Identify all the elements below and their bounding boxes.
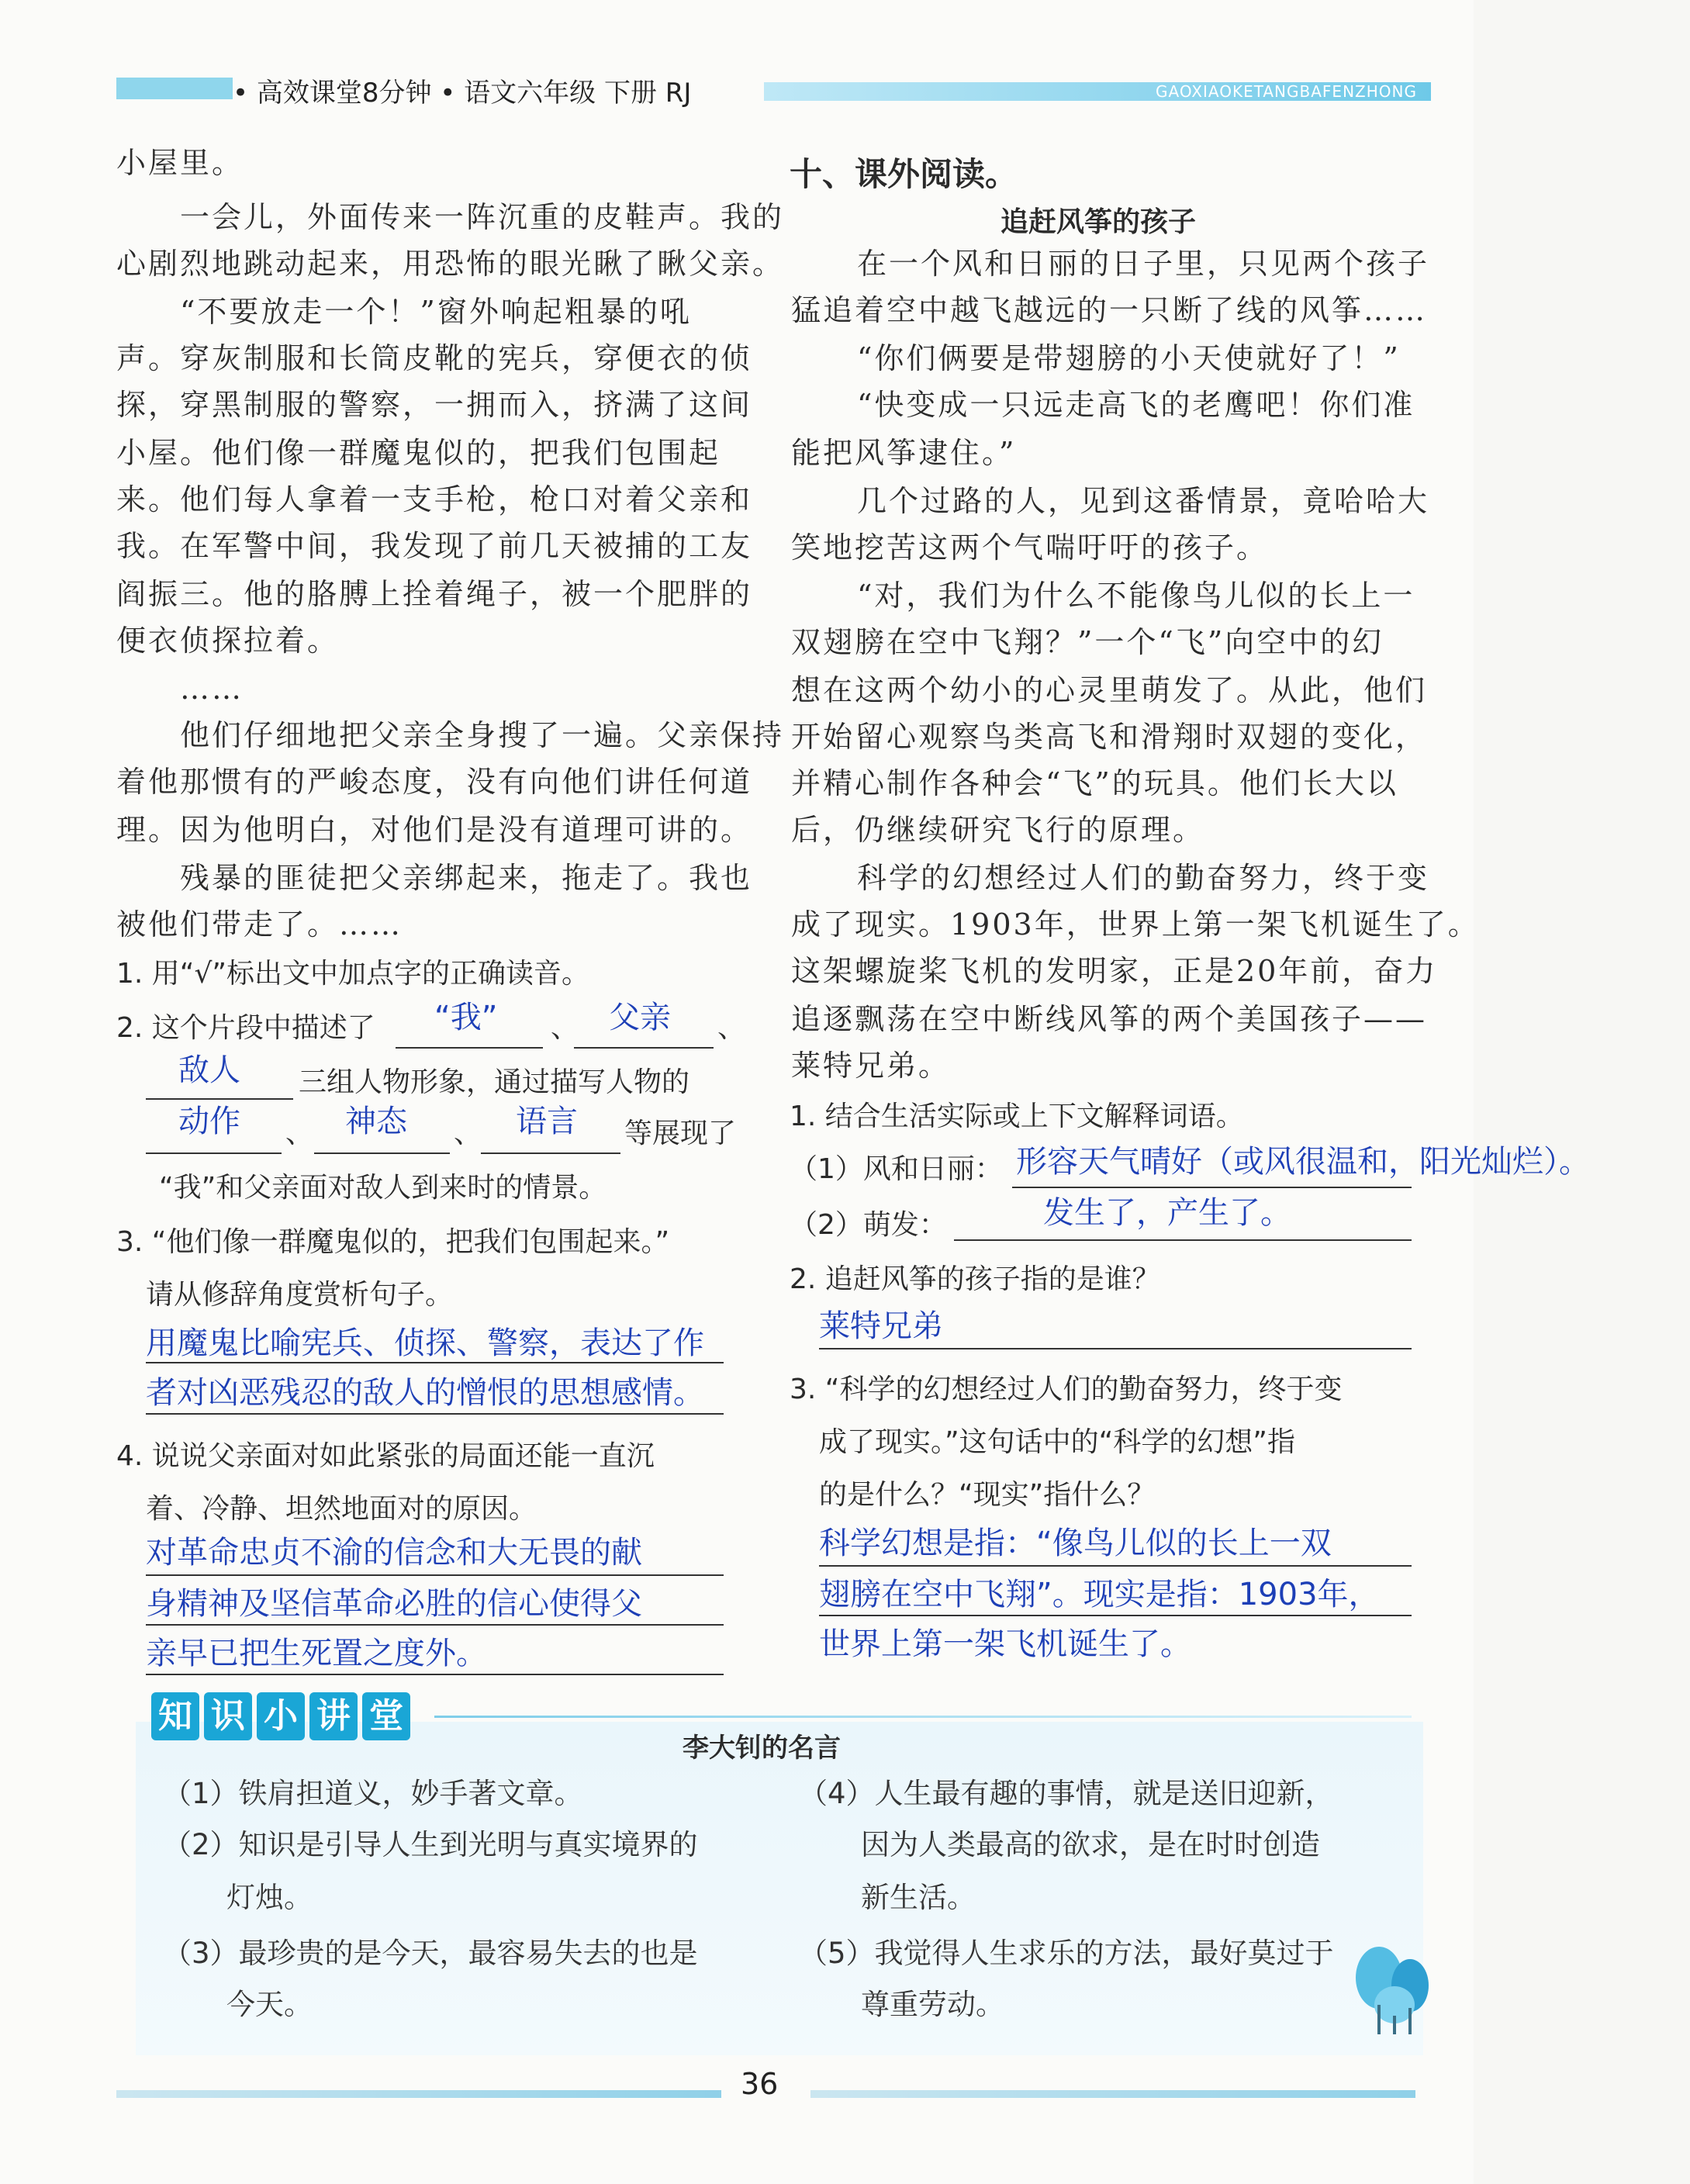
answer-line[interactable] xyxy=(146,1624,724,1626)
answer-blank[interactable] xyxy=(481,1152,620,1154)
answer-text: “我” xyxy=(434,1000,498,1035)
right-line: 双翅膀在空中飞翔？”一个“飞”向空中的幻 xyxy=(791,625,1384,659)
answer-line[interactable] xyxy=(819,1348,1412,1349)
quote-item: 今天。 xyxy=(226,1988,313,2021)
right-line: 并精心制作各种会“飞”的玩具。他们长大以 xyxy=(791,766,1398,800)
answer-blank[interactable] xyxy=(396,1047,543,1049)
left-line: 便衣侦探拉着。 xyxy=(116,624,340,658)
right-line: 莱特兄弟。 xyxy=(791,1049,951,1083)
right-line: 想在这两个幼小的心灵里萌发了。从此，他们 xyxy=(791,673,1428,707)
quote-item: 灯烛。 xyxy=(226,1881,313,1914)
answer-text: 者对凶恶残忍的敌人的憎恨的思想感情。 xyxy=(146,1375,704,1411)
question-1: 1. 结合生活实际或上下文解释词语。 xyxy=(790,1101,1244,1132)
question-1-2: （2）萌发： xyxy=(790,1209,947,1241)
right-line: 笑地挖苦这两个气喘吁吁的孩子。 xyxy=(791,530,1269,565)
separator: 、 xyxy=(454,1118,482,1149)
left-line: “不要放走一个！”窗外响起粗暴的吼 xyxy=(180,295,692,329)
answer-line[interactable] xyxy=(146,1674,724,1675)
question-3-text: 的是什么？“现实”指什么？ xyxy=(819,1479,1156,1511)
question-3-text: 成了现实。”这句话中的“科学的幻想”指 xyxy=(819,1426,1295,1458)
page-number: 36 xyxy=(741,2067,779,2101)
header-pinyin: GAOXIAOKETANGBAFENZHONG xyxy=(1156,82,1417,101)
right-line: “你们俩要是带翅膀的小天使就好了！” xyxy=(857,341,1401,375)
knowledge-divider xyxy=(434,1716,1412,1718)
left-line: 着他那惯有的严峻态度，没有向他们讲任何道 xyxy=(116,765,753,799)
badge-char: 讲 xyxy=(309,1692,358,1740)
question-3-text: 3. “他们像一群魔鬼似的，把我们包围起来。” xyxy=(116,1226,670,1258)
answer-text: 动作 xyxy=(178,1104,240,1139)
question-1-1: （1）风和日丽： xyxy=(790,1153,1003,1185)
answer-text: 世界上第一架飞机诞生了。 xyxy=(819,1626,1191,1662)
right-line: 这架螺旋桨飞机的发明家，正是20年前，奋力 xyxy=(791,954,1438,988)
answer-text: 对革命忠贞不渝的信念和大无畏的献 xyxy=(146,1535,642,1571)
quote-item: （1）铁肩担道义，妙手著文章。 xyxy=(163,1777,583,1810)
quote-item: 尊重劳动。 xyxy=(861,1988,1004,2021)
answer-line[interactable] xyxy=(146,1362,724,1363)
answer-text: 莱特兄弟 xyxy=(819,1308,943,1344)
quote-item: 因为人类最高的欲求，是在时时创造 xyxy=(861,1828,1320,1861)
question-3-text: 3. “科学的幻想经过人们的勤奋努力，终于变 xyxy=(790,1374,1343,1405)
passage-title: 追赶风筝的孩子 xyxy=(1001,206,1197,238)
question-2: 2. 追赶风筝的孩子指的是谁？ xyxy=(790,1263,1160,1295)
answer-text: 亲早已把生死置之度外。 xyxy=(146,1636,487,1671)
question-1: 1. 用“√”标出文中加点字的正确读音。 xyxy=(116,958,590,990)
answer-line[interactable] xyxy=(146,1413,724,1415)
left-line: 小屋里。 xyxy=(116,146,244,180)
question-4-text: 4. 说说父亲面对如此紧张的局面还能一直沉 xyxy=(116,1440,655,1472)
answer-text: 父亲 xyxy=(609,1000,671,1035)
right-line: 猛追着空中越飞越远的一只断了线的风筝…… xyxy=(791,293,1428,327)
answer-blank[interactable] xyxy=(314,1152,450,1154)
answer-blank[interactable] xyxy=(146,1152,282,1154)
header-title: • 高效课堂8分钟 • 语文六年级 下册 RJ xyxy=(233,78,692,109)
question-3-text: 请从修辞角度赏析句子。 xyxy=(146,1279,454,1311)
left-line: 探，穿黑制服的警察，一拥而入，挤满了这间 xyxy=(116,388,753,422)
answer-blank[interactable] xyxy=(574,1047,714,1049)
answer-text: 身精神及坚信革命必胜的信心使得父 xyxy=(146,1586,642,1622)
quote-item: 新生活。 xyxy=(861,1881,976,1914)
footer-bar-left xyxy=(116,2090,721,2098)
right-line: 后，仍继续研究飞行的原理。 xyxy=(791,813,1205,847)
right-line: 追逐飘荡在空中断线风筝的两个美国孩子—— xyxy=(791,1002,1428,1036)
answer-line[interactable] xyxy=(146,1574,724,1576)
right-line: 成了现实。1903年，世界上第一架飞机诞生了。 xyxy=(791,907,1480,942)
quote-item: （3）最珍贵的是今天，最容易失去的也是 xyxy=(163,1937,698,1970)
left-line: …… xyxy=(180,672,244,706)
knowledge-badge xyxy=(151,1692,410,1747)
left-line: 被他们带走了。…… xyxy=(116,907,403,942)
answer-text: 科学幻想是指：“像鸟儿似的长上一双 xyxy=(819,1526,1332,1561)
section-heading: 十、课外阅读。 xyxy=(790,155,1018,193)
answer-line[interactable] xyxy=(819,1615,1412,1616)
question-4-text: 着、冷静、坦然地面对的原因。 xyxy=(146,1493,537,1525)
left-line: 来。他们每人拿着一支手枪，枪口对着父亲和 xyxy=(116,482,753,517)
left-line: 声。穿灰制服和长筒皮靴的宪兵，穿便衣的侦 xyxy=(116,341,753,375)
answer-blank[interactable] xyxy=(954,1239,1412,1241)
separator: 、 xyxy=(551,1012,579,1044)
left-line: 我。在军警中间，我发现了前几天被捕的工友 xyxy=(116,529,753,563)
badge-char: 识 xyxy=(204,1692,252,1740)
quote-item: （2）知识是引导人生到光明与真实境界的 xyxy=(163,1828,698,1861)
answer-text: 用魔鬼比喻宪兵、侦探、警察，表达了作 xyxy=(146,1325,704,1361)
answer-text: 翅膀在空中飞翔”。现实是指：1903年， xyxy=(819,1577,1380,1612)
right-line: 在一个风和日丽的日子里，只见两个孩子 xyxy=(857,247,1430,281)
answer-text: 神态 xyxy=(345,1104,407,1139)
left-line: 心剧烈地跳动起来，用恐怖的眼光瞅了瞅父亲。 xyxy=(116,247,785,281)
right-line: “快变成一只远走高飞的老鹰吧！你们准 xyxy=(857,388,1415,422)
question-2-text: 三组人物形象，通过描写人物的 xyxy=(299,1066,690,1098)
left-line: 阎振三。他的胳膊上拴着绳子，被一个肥胖的 xyxy=(116,577,753,611)
knowledge-title: 李大钊的名言 xyxy=(683,1733,841,1764)
header-bar-left xyxy=(116,78,233,99)
question-2-text: “我”和父亲面对敌人到来时的情景。 xyxy=(159,1172,607,1204)
answer-line[interactable] xyxy=(819,1565,1412,1567)
separator: 、 xyxy=(285,1118,314,1149)
left-line: 小屋。他们像一群魔鬼似的，把我们包围起 xyxy=(116,436,721,470)
right-line: 能把风筝逮住。” xyxy=(791,436,1017,470)
answer-text: 发生了，产生了。 xyxy=(1043,1195,1291,1231)
footer-bar-right xyxy=(810,2090,1415,2098)
right-line: 科学的幻想经过人们的勤奋努力，终于变 xyxy=(857,861,1430,895)
left-line: 一会儿，外面传来一阵沉重的皮鞋声。我的 xyxy=(180,200,785,234)
badge-char: 小 xyxy=(257,1692,305,1740)
badge-char: 知 xyxy=(151,1692,199,1740)
left-line: 理。因为他明白，对他们是没有道理可讲的。 xyxy=(116,813,753,847)
badge-char: 堂 xyxy=(362,1692,410,1740)
right-line: “对，我们为什么不能像鸟儿似的长上一 xyxy=(857,579,1415,613)
left-line: 他们仔细地把父亲全身搜了一遍。父亲保持 xyxy=(180,718,785,752)
left-line: 残暴的匪徒把父亲绑起来，拖走了。我也 xyxy=(180,861,753,895)
quote-item: （4）人生最有趣的事情，就是送旧迎新， xyxy=(799,1777,1334,1810)
answer-text: 敌人 xyxy=(178,1052,240,1088)
right-line: 几个过路的人，见到这番情景，竟哈哈大 xyxy=(857,484,1430,518)
quote-item: （5）我觉得人生求乐的方法，最好莫过于 xyxy=(799,1937,1334,1970)
tree-illustration xyxy=(1350,1943,1435,2036)
question-2-text: 等展现了 xyxy=(624,1118,737,1149)
right-line: 开始留心观察鸟类高飞和滑翔时双翅的变化， xyxy=(791,720,1428,754)
answer-text: 形容天气晴好（或风很温和，阳光灿烂）。 xyxy=(1016,1144,1590,1180)
question-2-text: 2. 这个片段中描述了 xyxy=(116,1012,375,1044)
answer-text: 语言 xyxy=(516,1104,578,1139)
separator: 、 xyxy=(717,1012,746,1044)
